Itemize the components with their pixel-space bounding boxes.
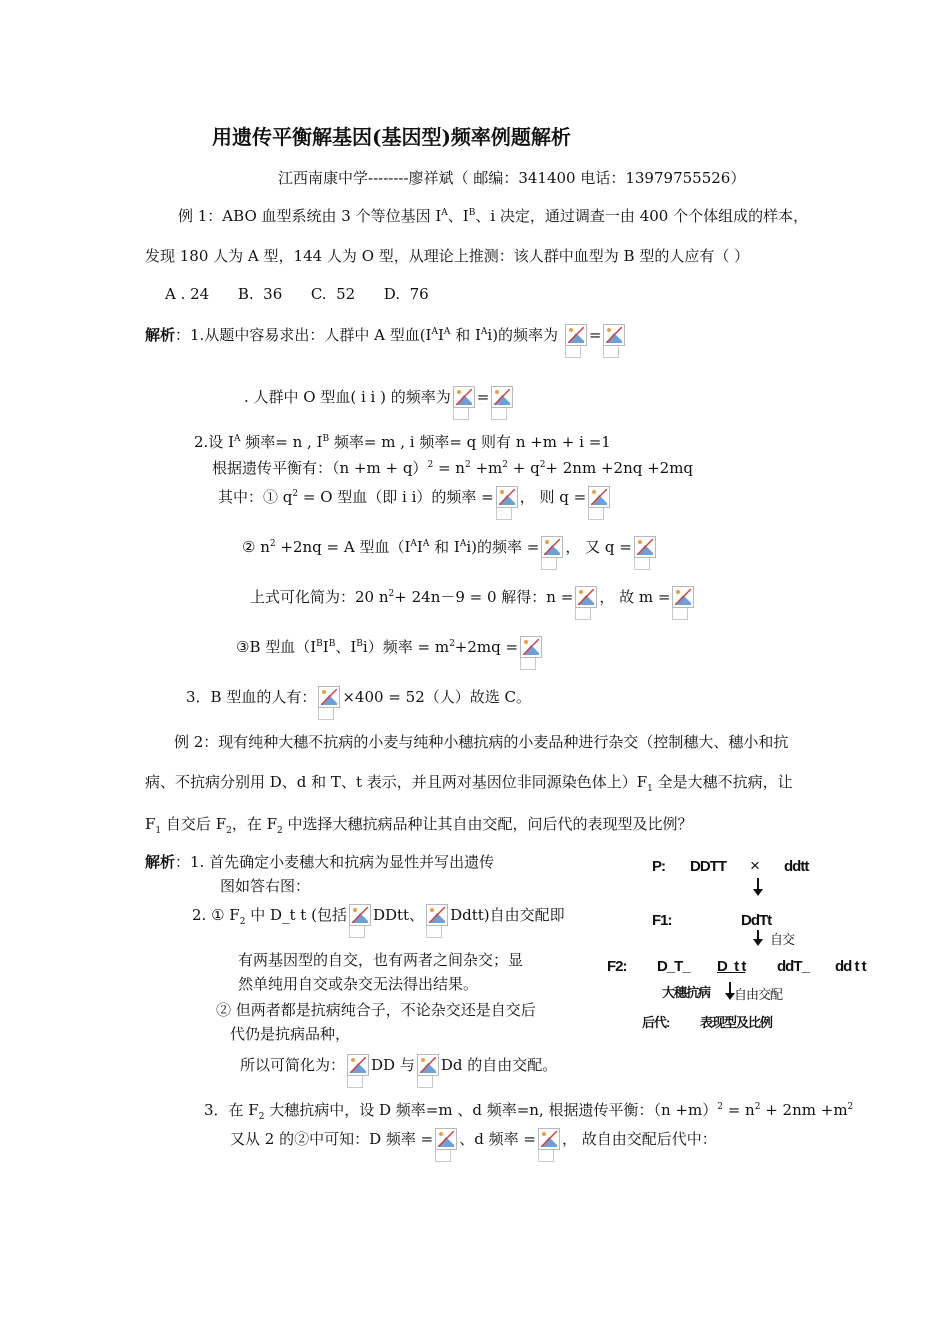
fraction-image-icon xyxy=(575,586,597,608)
ex2-line3: $F_1$ 自交后 $F_2$，在 $F_2$ 中选择大穗抗病品种让其自由交配，问后代的表现型及比例？ xyxy=(145,815,693,836)
ex1-options: A . 24 B. 36 C. 52 D. 76 xyxy=(165,285,429,303)
diagram-selected: 大穗抗病 xyxy=(662,985,711,1000)
sol1-step7: ③B 型血（$I^BI^B$、$I^Bi$）频率 = $m^2+2mq$ = xyxy=(236,636,544,658)
sol2-p7: 所以可简化为： DD 与 Dd 的自由交配。 xyxy=(240,1056,558,1074)
sol1-step4: 其中：① $q^2 = O$ 型血（即 i i）的频率 = ， 则 q = xyxy=(218,486,612,508)
sol2-p2: 2. ① $F_2$ 中 D_t t (包括 DDtt、 Ddtt)自由交配即 xyxy=(192,906,565,927)
ex2-line2: 病、不抗病分别用 D、d 和 T、t 表示，并且两对基因位非同源染色体上）$F_1$ 全是大穗不抗病，让 xyxy=(145,773,793,794)
fraction-image-icon xyxy=(538,1128,560,1150)
sol2-p9: 又从 2 的②中可知：D 频率 = 、d 频率 = ， 故自由交配后代中： xyxy=(230,1130,717,1148)
sol2-p4: 然单纯用自交或杂交无法得出结果。 xyxy=(238,975,479,993)
sol2-p1: 解析：1. 首先确定小麦穗大和抗病为显性并写出遗传 xyxy=(145,853,495,871)
fraction-image-icon xyxy=(634,536,656,558)
diagram-selfing: 自交 xyxy=(770,932,795,947)
arrow-down-icon xyxy=(729,982,731,994)
diagram-f2-a: D_T_ xyxy=(657,958,690,975)
fraction-image-icon xyxy=(565,324,587,346)
author-line: 江西南康中学--------廖祥斌（ 邮编：341400 电话：13979755526） xyxy=(278,169,746,187)
diagram-f2-c: ddT_ xyxy=(777,958,809,975)
ex1-line2: 发现 180 人为 A 型，144 人为 O 型，从理论上推测：该人群中血型为 B 型的人应有（ ） xyxy=(145,247,750,265)
fraction-image-icon xyxy=(318,686,340,708)
sol2-p5: ② 但两者都是抗病纯合子，不论杂交还是自交后 xyxy=(216,1001,536,1019)
sol1-step2: 2.设 $I^A$ 频率= n , $I^B$ 频率= m , i 频率= q 则有 n +m + i =1 xyxy=(194,433,611,451)
fraction-image-icon xyxy=(491,386,513,408)
diagram-offspring-label: 后代: xyxy=(642,1015,670,1030)
diagram-f2-label: F2: xyxy=(607,958,627,975)
ex1-line1: 例 1：ABO 血型系统由 3 个等位基因 $I^A$、$I^B$、i 决定，通过调查一由 400 个个体组成的样本， xyxy=(178,207,809,225)
fraction-image-icon xyxy=(349,904,371,926)
fraction-image-icon xyxy=(426,904,448,926)
arrow-down-icon xyxy=(757,930,759,940)
diagram-p-left: DDTT xyxy=(690,858,726,875)
fraction-image-icon xyxy=(603,324,625,346)
sol1-step1: 解析：1.从题中容易求出：人群中 A 型血($I^AI^A$ 和 $I^Ai$)的频率为 = xyxy=(145,324,627,346)
fraction-image-icon xyxy=(347,1054,369,1076)
diagram-f1-label: F1: xyxy=(652,912,672,929)
sol1-step5: ② $n^2 +2nq = A$ 型血（$I^AI^A$ 和 $I^Ai$)的频率 = ， 又 q = xyxy=(242,536,658,558)
fraction-image-icon xyxy=(588,486,610,508)
sol1-step6: 上式可化简为：20 $n^2+ 24n-9 = 0$ 解得：n = ， 故 m = xyxy=(250,586,696,608)
sol2-p3: 有两基因型的自交，也有两者之间杂交；显 xyxy=(238,951,524,969)
diagram-p-label: P: xyxy=(652,858,665,875)
page-title: 用遗传平衡解基因(基因型)频率例题解析 xyxy=(212,125,571,149)
diagram-cross: × xyxy=(750,856,759,875)
diagram-p-right: ddtt xyxy=(784,858,809,875)
sol2-p6: 代仍是抗病品种， xyxy=(230,1025,351,1043)
fraction-image-icon xyxy=(435,1128,457,1150)
fraction-image-icon xyxy=(672,586,694,608)
fraction-image-icon xyxy=(417,1054,439,1076)
diagram-offspring-value: 表现型及比例 xyxy=(700,1015,773,1030)
sol2-p8: 3．在 $F_2$ 大穗抗病中，设 D 频率=m 、d 频率=n, 根据遗传平衡：$(n +m)^2 = n^2 + 2nm +m^2$ xyxy=(204,1101,854,1122)
diagram-f2-b: D_t t xyxy=(717,958,746,975)
sol1-step1b: . 人群中 O 型血( i i ) 的频率为 = xyxy=(244,386,515,408)
sol2-p1b: 图如答右图： xyxy=(220,877,311,895)
sol1-step3: 根据遗传平衡有：$(n +m + q)^2 = n^2 +m^2 + q^2+ 2nm +2nq +2mq$ xyxy=(212,459,694,477)
fraction-image-icon xyxy=(541,536,563,558)
ex2-line1: 例 2：现有纯种大穗不抗病的小麦与纯种小穗抗病的小麦品种进行杂交（控制穗大、穗小和抗 xyxy=(174,733,789,751)
diagram-f2-d: dd t t xyxy=(835,958,866,975)
fraction-image-icon xyxy=(520,636,542,658)
diagram-f1-value: DdTt xyxy=(741,912,772,929)
arrow-down-icon xyxy=(757,878,759,890)
fraction-image-icon xyxy=(496,486,518,508)
fraction-image-icon xyxy=(453,386,475,408)
diagram-free-mating: 自由交配 xyxy=(734,987,783,1002)
sol1-step8: 3．B 型血的人有： ×400 = 52（人）故选 C。 xyxy=(186,688,531,706)
